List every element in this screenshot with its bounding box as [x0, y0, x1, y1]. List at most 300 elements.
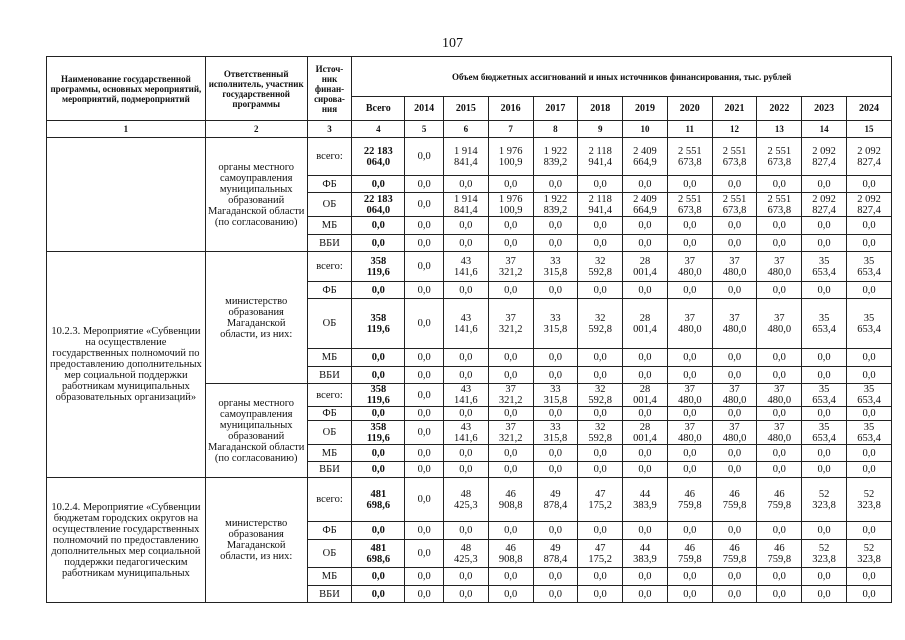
value-cell: 37 480,0 [757, 299, 802, 349]
value-cell: 35 653,4 [847, 384, 892, 407]
responsible-cell: министерство образования Магаданской области, из них: [205, 252, 307, 384]
value-cell: 43 141,6 [443, 299, 488, 349]
header-responsible: Ответственный исполнитель, участник государственной программы [205, 57, 307, 121]
year-header: 2024 [847, 97, 892, 121]
value-cell: 0,0 [802, 522, 847, 540]
year-header: 2017 [533, 97, 578, 121]
value-cell: 0,0 [757, 367, 802, 384]
total-value-cell: 0,0 [352, 445, 405, 462]
total-value-cell: 0,0 [352, 217, 405, 235]
value-cell: 0,0 [405, 299, 444, 349]
value-cell: 0,0 [405, 176, 444, 193]
value-cell: 2 551 673,8 [757, 193, 802, 217]
value-cell: 0,0 [443, 568, 488, 586]
value-cell: 0,0 [667, 462, 712, 478]
column-number: 8 [533, 121, 578, 138]
value-cell: 2 409 664,9 [623, 193, 668, 217]
value-cell: 0,0 [405, 407, 444, 421]
value-cell: 0,0 [405, 445, 444, 462]
value-cell: 0,0 [847, 445, 892, 462]
value-cell: 0,0 [488, 462, 533, 478]
value-cell: 0,0 [623, 407, 668, 421]
value-cell: 35 653,4 [802, 252, 847, 282]
value-cell: 0,0 [847, 282, 892, 299]
value-cell: 0,0 [578, 235, 623, 252]
responsible-cell: министерство образования Магаданской области, из них: [205, 478, 307, 603]
source-cell: ОБ [307, 299, 352, 349]
value-cell: 33 315,8 [533, 252, 578, 282]
value-cell: 0,0 [623, 568, 668, 586]
value-cell: 0,0 [802, 407, 847, 421]
table-row [47, 478, 892, 522]
value-cell: 37 480,0 [667, 384, 712, 407]
value-cell: 2 551 673,8 [667, 193, 712, 217]
value-cell: 0,0 [623, 176, 668, 193]
value-cell: 37 321,2 [488, 299, 533, 349]
value-cell: 37 480,0 [757, 252, 802, 282]
table-row [47, 138, 892, 176]
value-cell: 0,0 [405, 421, 444, 445]
value-cell: 52 323,8 [802, 540, 847, 568]
activity-name-cell [47, 138, 206, 252]
responsible-cell: органы местного самоуправления муниципальных образований Магаданской области (по согласованию) [205, 384, 307, 478]
value-cell: 37 480,0 [712, 299, 757, 349]
value-cell: 46 759,8 [757, 540, 802, 568]
value-cell: 37 480,0 [757, 384, 802, 407]
column-number: 13 [757, 121, 802, 138]
source-cell: ОБ [307, 421, 352, 445]
value-cell: 0,0 [443, 407, 488, 421]
value-cell: 0,0 [443, 176, 488, 193]
total-value-cell: 0,0 [352, 367, 405, 384]
value-cell: 0,0 [405, 282, 444, 299]
value-cell: 0,0 [488, 445, 533, 462]
value-cell: 0,0 [533, 235, 578, 252]
value-cell: 0,0 [712, 367, 757, 384]
value-cell: 0,0 [405, 367, 444, 384]
total-value-cell: 0,0 [352, 235, 405, 252]
value-cell: 0,0 [847, 217, 892, 235]
value-cell: 0,0 [405, 478, 444, 522]
value-cell: 0,0 [847, 349, 892, 367]
value-cell: 35 653,4 [802, 299, 847, 349]
column-number: 6 [443, 121, 488, 138]
value-cell: 37 480,0 [667, 421, 712, 445]
value-cell: 2 092 827,4 [802, 138, 847, 176]
value-cell: 0,0 [623, 445, 668, 462]
value-cell: 0,0 [802, 367, 847, 384]
value-cell: 28 001,4 [623, 421, 668, 445]
value-cell: 1 922 839,2 [533, 138, 578, 176]
year-header: 2019 [623, 97, 668, 121]
total-value-cell: 22 183 064,0 [352, 193, 405, 217]
value-cell: 0,0 [533, 282, 578, 299]
value-cell: 0,0 [533, 407, 578, 421]
value-cell: 0,0 [443, 235, 488, 252]
value-cell: 0,0 [757, 568, 802, 586]
value-cell: 35 653,4 [847, 421, 892, 445]
header-name: Наименование государственной программы, основных мероприятий, мероприятий, подмероприятий [47, 57, 206, 121]
value-cell: 0,0 [757, 462, 802, 478]
value-cell: 0,0 [578, 568, 623, 586]
value-cell: 0,0 [847, 568, 892, 586]
value-cell: 44 383,9 [623, 540, 668, 568]
total-value-cell: 358 119,6 [352, 421, 405, 445]
value-cell: 0,0 [443, 217, 488, 235]
column-number: 2 [205, 121, 307, 138]
year-header: 2022 [757, 97, 802, 121]
value-cell: 0,0 [712, 235, 757, 252]
value-cell: 0,0 [405, 217, 444, 235]
value-cell: 0,0 [623, 586, 668, 603]
value-cell: 0,0 [443, 445, 488, 462]
value-cell: 0,0 [443, 522, 488, 540]
value-cell: 0,0 [667, 217, 712, 235]
value-cell: 0,0 [405, 586, 444, 603]
year-header: 2023 [802, 97, 847, 121]
source-cell: ВБИ [307, 586, 352, 603]
source-cell: ОБ [307, 540, 352, 568]
value-cell: 0,0 [623, 462, 668, 478]
value-cell: 32 592,8 [578, 421, 623, 445]
value-cell: 37 480,0 [712, 384, 757, 407]
source-cell: МБ [307, 349, 352, 367]
value-cell: 0,0 [533, 367, 578, 384]
column-number: 3 [307, 121, 352, 138]
value-cell: 37 321,2 [488, 421, 533, 445]
header-funding: Объем бюджетных ассигнований и иных источников финансирования, тыс. рублей [352, 57, 892, 97]
value-cell: 0,0 [578, 282, 623, 299]
year-header: 2014 [405, 97, 444, 121]
value-cell: 0,0 [802, 349, 847, 367]
total-value-cell: 0,0 [352, 349, 405, 367]
source-cell: ВБИ [307, 235, 352, 252]
value-cell: 2 551 673,8 [667, 138, 712, 176]
column-number: 1 [47, 121, 206, 138]
value-cell: 37 321,2 [488, 384, 533, 407]
value-cell: 0,0 [757, 407, 802, 421]
source-cell: всего: [307, 138, 352, 176]
header-source: Источ-ник финан-сирова-ния [307, 57, 352, 121]
value-cell: 2 092 827,4 [847, 138, 892, 176]
total-value-cell: 358 119,6 [352, 384, 405, 407]
value-cell: 0,0 [847, 462, 892, 478]
value-cell: 0,0 [712, 586, 757, 603]
year-header: 2018 [578, 97, 623, 121]
source-cell: ОБ [307, 193, 352, 217]
value-cell: 0,0 [533, 586, 578, 603]
value-cell: 0,0 [667, 176, 712, 193]
value-cell: 0,0 [847, 522, 892, 540]
value-cell: 0,0 [623, 522, 668, 540]
value-cell: 0,0 [488, 586, 533, 603]
value-cell: 0,0 [712, 445, 757, 462]
value-cell: 0,0 [667, 586, 712, 603]
value-cell: 0,0 [623, 349, 668, 367]
source-cell: всего: [307, 478, 352, 522]
value-cell: 0,0 [712, 462, 757, 478]
value-cell: 46 908,8 [488, 478, 533, 522]
value-cell: 47 175,2 [578, 540, 623, 568]
value-cell: 0,0 [488, 522, 533, 540]
column-number: 5 [405, 121, 444, 138]
value-cell: 0,0 [488, 568, 533, 586]
budget-table [46, 56, 892, 603]
activity-name-cell: 10.2.4. Мероприятие «Субвенции бюджетам городских округов на осуществление государственных полномочий по предоставлению дополнительных мер социальной поддержки педагогическим работникам муниципальных [47, 478, 206, 603]
value-cell: 0,0 [802, 235, 847, 252]
column-number-row [47, 121, 892, 138]
value-cell: 0,0 [712, 176, 757, 193]
source-cell: ФБ [307, 407, 352, 421]
value-cell: 0,0 [578, 176, 623, 193]
value-cell: 46 759,8 [712, 478, 757, 522]
year-header: 2020 [667, 97, 712, 121]
value-cell: 0,0 [802, 217, 847, 235]
value-cell: 0,0 [802, 568, 847, 586]
total-value-cell: 0,0 [352, 568, 405, 586]
value-cell: 0,0 [712, 282, 757, 299]
value-cell: 33 315,8 [533, 299, 578, 349]
value-cell: 0,0 [488, 367, 533, 384]
value-cell: 0,0 [488, 282, 533, 299]
value-cell: 32 592,8 [578, 252, 623, 282]
value-cell: 0,0 [533, 349, 578, 367]
value-cell: 0,0 [667, 522, 712, 540]
source-cell: МБ [307, 445, 352, 462]
value-cell: 32 592,8 [578, 299, 623, 349]
total-value-cell: 358 119,6 [352, 252, 405, 282]
value-cell: 28 001,4 [623, 299, 668, 349]
value-cell: 32 592,8 [578, 384, 623, 407]
value-cell: 0,0 [847, 586, 892, 603]
value-cell: 0,0 [667, 235, 712, 252]
value-cell: 0,0 [405, 522, 444, 540]
value-cell: 46 759,8 [667, 478, 712, 522]
source-cell: ВБИ [307, 462, 352, 478]
value-cell: 43 141,6 [443, 384, 488, 407]
value-cell: 0,0 [802, 462, 847, 478]
value-cell: 0,0 [757, 522, 802, 540]
value-cell: 37 480,0 [712, 252, 757, 282]
source-cell: ВБИ [307, 367, 352, 384]
value-cell: 37 321,2 [488, 252, 533, 282]
value-cell: 1 976 100,9 [488, 138, 533, 176]
value-cell: 0,0 [802, 586, 847, 603]
value-cell: 48 425,3 [443, 478, 488, 522]
value-cell: 0,0 [667, 349, 712, 367]
value-cell: 0,0 [712, 568, 757, 586]
value-cell: 0,0 [533, 522, 578, 540]
value-cell: 0,0 [712, 522, 757, 540]
value-cell: 44 383,9 [623, 478, 668, 522]
value-cell: 2 551 673,8 [712, 138, 757, 176]
page-number: 107 [442, 36, 463, 51]
column-number: 4 [352, 121, 405, 138]
value-cell: 0,0 [533, 217, 578, 235]
column-number: 9 [578, 121, 623, 138]
total-value-cell: 0,0 [352, 407, 405, 421]
value-cell: 2 092 827,4 [802, 193, 847, 217]
value-cell: 37 480,0 [757, 421, 802, 445]
table-row [47, 252, 892, 282]
source-cell: ФБ [307, 176, 352, 193]
source-cell: МБ [307, 217, 352, 235]
value-cell: 28 001,4 [623, 252, 668, 282]
value-cell: 0,0 [667, 407, 712, 421]
value-cell: 0,0 [488, 349, 533, 367]
value-cell: 0,0 [578, 522, 623, 540]
responsible-cell: органы местного самоуправления муниципальных образований Магаданской области (по согласованию) [205, 138, 307, 252]
column-number: 11 [667, 121, 712, 138]
value-cell: 0,0 [757, 176, 802, 193]
value-cell: 0,0 [405, 138, 444, 176]
value-cell: 0,0 [667, 367, 712, 384]
value-cell: 0,0 [757, 217, 802, 235]
value-cell: 46 759,8 [757, 478, 802, 522]
value-cell: 1 922 839,2 [533, 193, 578, 217]
value-cell: 0,0 [802, 445, 847, 462]
value-cell: 37 480,0 [667, 299, 712, 349]
value-cell: 0,0 [405, 384, 444, 407]
value-cell: 47 175,2 [578, 478, 623, 522]
value-cell: 0,0 [757, 349, 802, 367]
value-cell: 0,0 [488, 407, 533, 421]
value-cell: 0,0 [405, 462, 444, 478]
column-number: 10 [623, 121, 668, 138]
value-cell: 0,0 [847, 367, 892, 384]
value-cell: 0,0 [712, 217, 757, 235]
value-cell: 37 480,0 [667, 252, 712, 282]
value-cell: 0,0 [757, 586, 802, 603]
value-cell: 0,0 [533, 568, 578, 586]
value-cell: 2 118 941,4 [578, 138, 623, 176]
value-cell: 0,0 [578, 445, 623, 462]
value-cell: 46 759,8 [667, 540, 712, 568]
value-cell: 0,0 [578, 349, 623, 367]
value-cell: 46 908,8 [488, 540, 533, 568]
value-cell: 1 914 841,4 [443, 138, 488, 176]
value-cell: 0,0 [405, 349, 444, 367]
value-cell: 52 323,8 [802, 478, 847, 522]
year-header: 2016 [488, 97, 533, 121]
total-value-cell: 0,0 [352, 282, 405, 299]
value-cell: 0,0 [443, 462, 488, 478]
column-number: 14 [802, 121, 847, 138]
value-cell: 0,0 [847, 407, 892, 421]
source-cell: МБ [307, 568, 352, 586]
total-value-cell: 22 183 064,0 [352, 138, 405, 176]
value-cell: 0,0 [623, 282, 668, 299]
value-cell: 33 315,8 [533, 421, 578, 445]
value-cell: 0,0 [847, 235, 892, 252]
year-header: Всего [352, 97, 405, 121]
value-cell: 28 001,4 [623, 384, 668, 407]
total-value-cell: 0,0 [352, 176, 405, 193]
year-header: 2015 [443, 97, 488, 121]
value-cell: 0,0 [405, 540, 444, 568]
value-cell: 0,0 [533, 176, 578, 193]
value-cell: 1 914 841,4 [443, 193, 488, 217]
value-cell: 0,0 [533, 462, 578, 478]
value-cell: 0,0 [405, 252, 444, 282]
value-cell: 2 551 673,8 [757, 138, 802, 176]
value-cell: 52 323,8 [847, 540, 892, 568]
value-cell: 0,0 [623, 235, 668, 252]
value-cell: 2 092 827,4 [847, 193, 892, 217]
total-value-cell: 481 698,6 [352, 540, 405, 568]
value-cell: 48 425,3 [443, 540, 488, 568]
value-cell: 35 653,4 [802, 421, 847, 445]
value-cell: 0,0 [405, 193, 444, 217]
value-cell: 43 141,6 [443, 252, 488, 282]
value-cell: 0,0 [802, 176, 847, 193]
value-cell: 35 653,4 [802, 384, 847, 407]
column-number: 15 [847, 121, 892, 138]
value-cell: 46 759,8 [712, 540, 757, 568]
column-number: 7 [488, 121, 533, 138]
value-cell: 35 653,4 [847, 299, 892, 349]
value-cell: 0,0 [488, 235, 533, 252]
activity-name-cell: 10.2.3. Мероприятие «Субвенции на осуществление государственных полномочий по предоставлению дополнительных мер социальной поддержки работникам муниципальных образовательных организаций» [47, 252, 206, 478]
value-cell: 52 323,8 [847, 478, 892, 522]
value-cell: 0,0 [667, 282, 712, 299]
value-cell: 0,0 [488, 176, 533, 193]
value-cell: 0,0 [578, 217, 623, 235]
value-cell: 0,0 [667, 568, 712, 586]
value-cell: 0,0 [712, 349, 757, 367]
value-cell: 0,0 [578, 586, 623, 603]
value-cell: 0,0 [578, 367, 623, 384]
value-cell: 2 118 941,4 [578, 193, 623, 217]
value-cell: 0,0 [667, 445, 712, 462]
value-cell: 0,0 [443, 282, 488, 299]
value-cell: 0,0 [443, 349, 488, 367]
value-cell: 0,0 [802, 282, 847, 299]
value-cell: 0,0 [757, 445, 802, 462]
total-value-cell: 0,0 [352, 586, 405, 603]
total-value-cell: 0,0 [352, 462, 405, 478]
value-cell: 2 409 664,9 [623, 138, 668, 176]
total-value-cell: 0,0 [352, 522, 405, 540]
value-cell: 0,0 [847, 176, 892, 193]
value-cell: 0,0 [757, 282, 802, 299]
value-cell: 0,0 [623, 217, 668, 235]
value-cell: 0,0 [533, 445, 578, 462]
year-header: 2021 [712, 97, 757, 121]
value-cell: 1 976 100,9 [488, 193, 533, 217]
source-cell: всего: [307, 252, 352, 282]
value-cell: 43 141,6 [443, 421, 488, 445]
value-cell: 0,0 [405, 568, 444, 586]
value-cell: 0,0 [443, 367, 488, 384]
value-cell: 0,0 [443, 586, 488, 603]
value-cell: 0,0 [578, 407, 623, 421]
table-body [47, 138, 892, 603]
value-cell: 0,0 [757, 235, 802, 252]
value-cell: 0,0 [405, 235, 444, 252]
source-cell: всего: [307, 384, 352, 407]
total-value-cell: 358 119,6 [352, 299, 405, 349]
value-cell: 49 878,4 [533, 478, 578, 522]
value-cell: 49 878,4 [533, 540, 578, 568]
source-cell: ФБ [307, 282, 352, 299]
value-cell: 0,0 [623, 367, 668, 384]
column-number: 12 [712, 121, 757, 138]
total-value-cell: 481 698,6 [352, 478, 405, 522]
value-cell: 37 480,0 [712, 421, 757, 445]
value-cell: 0,0 [488, 217, 533, 235]
value-cell: 35 653,4 [847, 252, 892, 282]
